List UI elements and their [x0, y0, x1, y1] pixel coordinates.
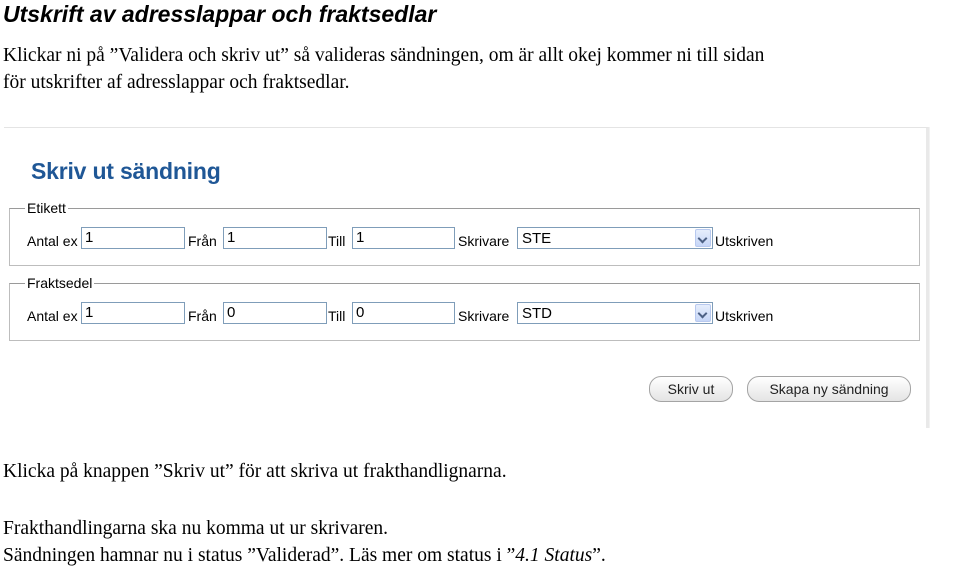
print-shipment-screenshot	[4, 127, 929, 428]
fraktsedel-legend: Fraktsedel	[27, 275, 93, 291]
etikett-fran-label: Från	[188, 233, 217, 249]
fraktsedel-skrivare-select[interactable]	[517, 302, 713, 324]
fraktsedel-fran-input[interactable]: 0	[223, 302, 327, 324]
fraktsedel-fieldset	[9, 275, 920, 341]
outro-line-1: Frakthandlingarna ska nu komma ut ur skrivaren.	[3, 518, 389, 539]
intro-paragraph	[3, 42, 764, 96]
outro-text-before: Sändningen hamnar nu i status ”Validerad”. Läs mer om status i ”	[3, 545, 516, 566]
intro-line-1: Klickar ni på ”Validera och skriv ut” så valideras sändningen, om är allt okej kommer ni till sidan	[3, 45, 765, 66]
instruction-paragraph: Klicka på knappen ”Skriv ut” för att skriva ut frakthandlignarna.	[3, 461, 507, 482]
etikett-skrivare-value: STE	[522, 230, 552, 247]
etikett-fieldset	[9, 200, 920, 266]
etikett-till-label: Till	[328, 233, 346, 249]
fraktsedel-till-label: Till	[328, 308, 346, 324]
fraktsedel-till-input[interactable]: 0	[352, 302, 455, 324]
print-shipment-title: Skriv ut sändning	[31, 158, 221, 184]
outro-line-2	[3, 542, 606, 569]
status-section-reference: 4.1 Status	[515, 545, 593, 566]
etikett-antal-label: Antal ex	[27, 233, 78, 249]
chevron-down-icon[interactable]	[695, 229, 711, 247]
etikett-legend: Etikett	[27, 200, 66, 216]
outro-text-after: ”.	[592, 545, 606, 566]
fraktsedel-skrivare-label: Skrivare	[458, 308, 510, 324]
fraktsedel-antal-label: Antal ex	[27, 308, 78, 324]
etikett-status: Utskriven	[715, 233, 774, 249]
etikett-skrivare-select[interactable]	[517, 227, 713, 249]
fraktsedel-status: Utskriven	[715, 308, 774, 324]
intro-line-2: för utskrifter af adresslappar och fraktsedlar.	[3, 72, 350, 93]
new-shipment-button[interactable]: Skapa ny sändning	[747, 376, 911, 402]
fraktsedel-skrivare-value: STD	[522, 305, 552, 322]
print-button[interactable]: Skriv ut	[649, 376, 733, 402]
etikett-fran-input[interactable]: 1	[223, 227, 327, 249]
etikett-antal-input[interactable]: 1	[81, 227, 185, 249]
outro-paragraph	[3, 515, 606, 569]
etikett-till-input[interactable]: 1	[352, 227, 455, 249]
document-heading: Utskrift av adresslappar och fraktsedlar	[3, 1, 437, 27]
fraktsedel-fran-label: Från	[188, 308, 217, 324]
etikett-skrivare-label: Skrivare	[458, 233, 510, 249]
chevron-down-icon[interactable]	[695, 304, 711, 322]
fraktsedel-antal-input[interactable]: 1	[81, 302, 185, 324]
